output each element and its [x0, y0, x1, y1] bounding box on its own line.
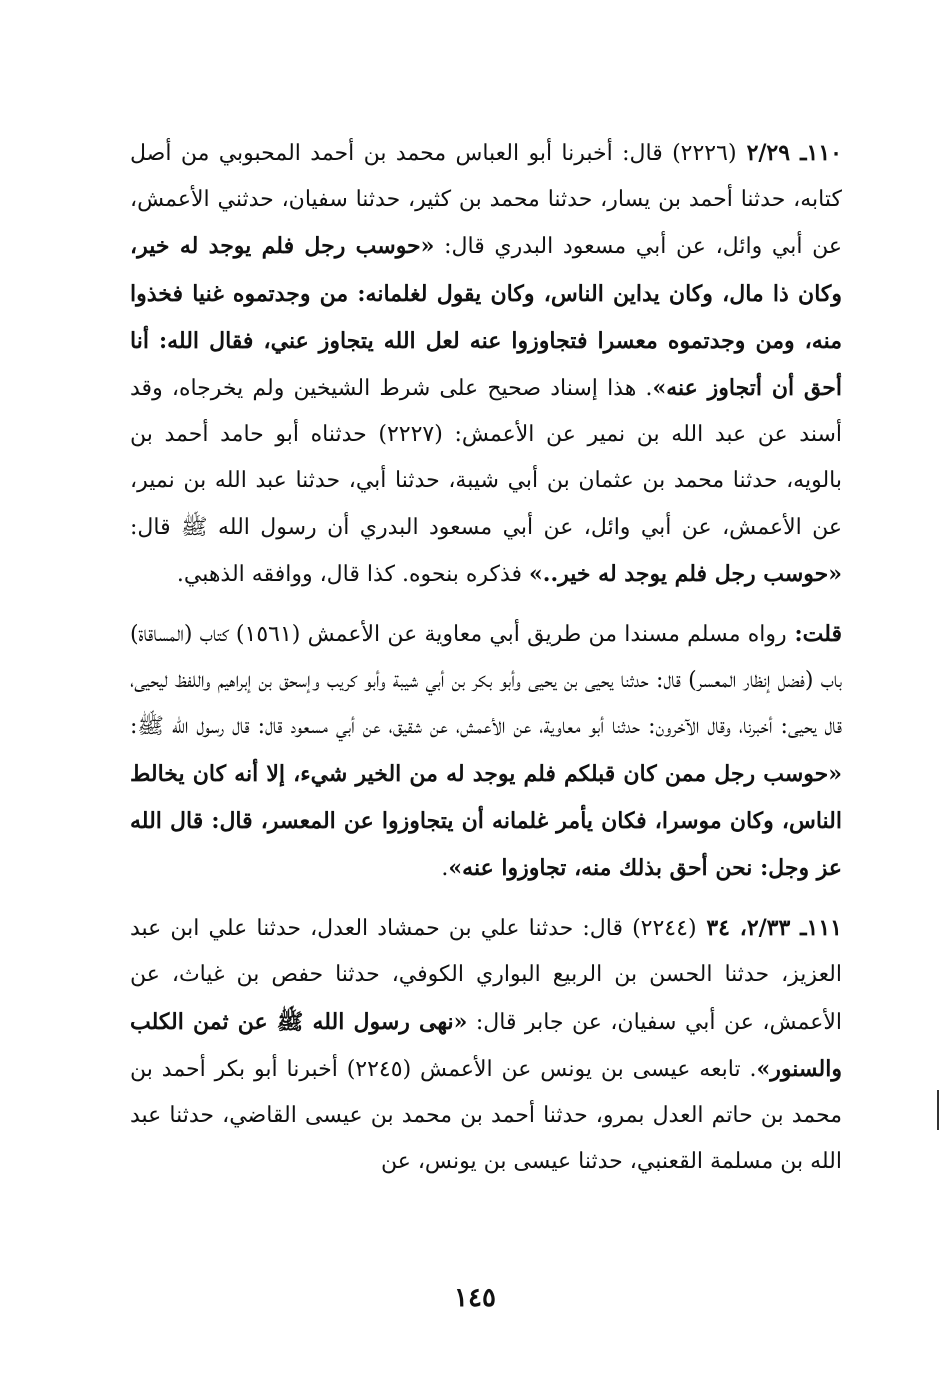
paragraph [130, 905, 842, 1185]
paragraph [130, 130, 842, 598]
text-segment: (٢٢٢٦) قال: أخبرنا أبو العباس محمد بن أحمد المحبوبي من أصل كتابه، حدثنا أحمد بن يسار، حدثنا محمد بن كثير، حدثنا سفيان، حدثني الأعمش، عن أبي وائل، عن أبي مسعود البدري قال: [130, 141, 843, 260]
bold-text: «حوسب رجل فلم يوجد له خير..» [529, 560, 842, 587]
paragraph [130, 611, 842, 892]
bold-text: «نهى رسول الله ﷺ عن ثمن الكلب والسنور» [130, 1008, 842, 1082]
text-segment: فذكره بنحوه. كذا قال، ووافقه الذهبي. [176, 561, 530, 587]
margin-bar [937, 1090, 939, 1130]
bold-text: «حوسب رجل ممن كان قبلكم فلم يوجد له من الخير شيء، إلا أنه كان يخالط الناس، وكان موسرا، فكان يأمر غلمانه أن يتجاوزوا عن المعسر، قال: قال الله عز وجل: نحن أحق بذلك منه، تجاوزوا عنه» [130, 760, 842, 882]
text-segment: . هذا إسناد صحيح على شرط الشيخين ولم يخرجاه، وقد أسند عن عبد الله بن نمير عن الأعمش: (٢٢٢٧) حدثناه أبو حامد أحمد بن بالويه، حدثنا محمد بن عثمان بن أبي شيبة، حدثنا أبي، حدثنا عبد الله بن نمير، عن الأعمش، عن أبي وائل، عن أبي مسعود البدري أن رسول الله ﷺ قال: [130, 376, 843, 540]
text-segment: (٢٢٤٤) قال: حدثنا علي بن حمشاد العدل، حدثنا علي ابن عبد العزيز، حدثنا الحسن بن الربيع البواري الكوفي، حدثنا حفص بن غياث، عن الأعمش، عن أبي سفيان، عن جابر قال: [130, 916, 843, 1035]
page-body [130, 130, 842, 1198]
bold-text: ١١٠ـ ٢/٢٩ [736, 140, 842, 166]
text-segment: . تابعه عيسى بن يونس عن الأعمش (٢٢٤٥) أخبرنا أبو بكر أحمد بن محمد بن حاتم العدل بمرو، حدثنا أحمد بن محمد بن عيسى القاضي، حدثنا عبد الله بن مسلمة القعنبي، حدثنا عيسى بن يونس، عن [130, 1056, 842, 1175]
bold-text: «حوسب رجل فلم يوجد له خير، وكان ذا مال، وكان يداين الناس، وكان يقول لغلمانه: من وجدتموه غنيا فخذوا منه، ومن وجدتموه معسرا فتجاوزوا عنه لعل الله يتجاوز عني، فقال الله: أنا أحق أن أتجاوز عنه» [130, 233, 842, 402]
text-segment: رواه مسلم مسندا من طريق أبي معاوية عن الأعمش (١٥٦١) كتاب (المساقاة) باب (فضل إنظار المعسر) قال: حدثنا يحيى بن يحيى وأبو بكر بن أبي شيبة وأبو كريب وإسحق بن إبراهيم واللفظ ليحيى، قال يحيى: أخبرنا، وقال الآخرون: حدثنا أبو معاوية، عن الأعمش، عن شقيق، عن أبي مسعود قال: قال رسول الله ﷺ: [130, 622, 842, 740]
page-number: ١٤٥ [454, 1283, 496, 1313]
bold-text: ١١١ـ ٢/٣٣، ٣٤ [696, 915, 842, 942]
text-segment: . [441, 856, 449, 882]
bold-text: قلت: [786, 621, 843, 648]
